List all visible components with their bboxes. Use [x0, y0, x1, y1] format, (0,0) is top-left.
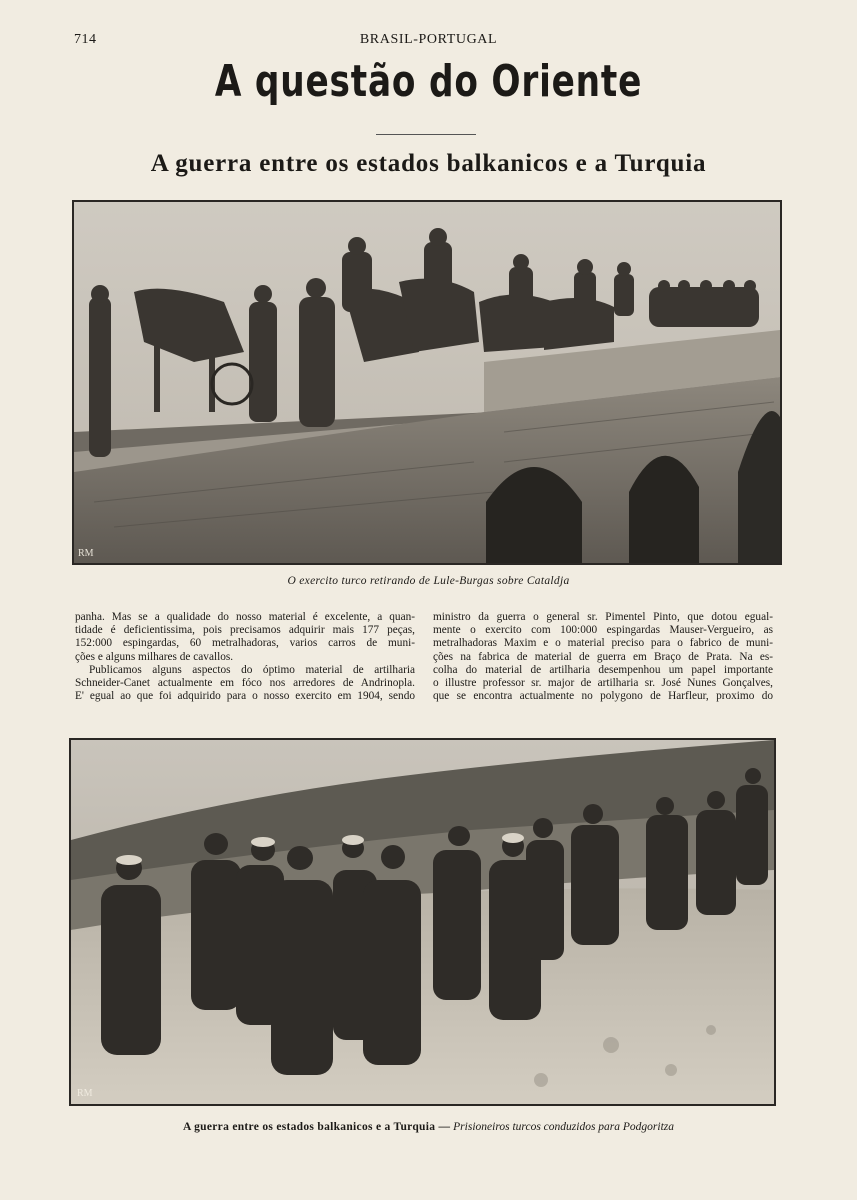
title-divider	[376, 134, 476, 135]
text-line: panha. Mas se a qualidade do nosso material é excelente, a quan-	[75, 611, 415, 623]
text-line: colha do material de artilharia desempenhou um papel importante	[433, 663, 773, 676]
body-column-right	[433, 611, 773, 703]
article-title: A questão do Oriente	[214, 56, 643, 107]
text-line: Schneider-Canet actualmente em fóco nos arredores de Andrinopla.	[75, 677, 415, 690]
top-photo-monogram: RM	[78, 548, 94, 559]
photo-turkish-prisoners	[69, 738, 776, 1106]
bottom-photo-caption	[0, 1121, 857, 1133]
text-line: o illustre professor sr. major de artilharia sr. José Nunes Gonçalves,	[433, 677, 773, 690]
page-number: 714	[74, 32, 97, 47]
text-line: mente o exercito com 100:000 espingardas Mauser-Vergueiro, as	[433, 624, 773, 637]
top-photo-caption: O exercito turco retirando de Lule-Burgas sobre Cataldja	[287, 575, 570, 587]
bottom-caption-text: Prisioneiros turcos conduzidos para Podgoritza	[453, 1121, 675, 1133]
text-line: ministro da guerra o general sr. Pimentel Pinto, que dotou egual-	[433, 611, 773, 623]
running-head: BRASIL-PORTUGAL	[359, 32, 498, 47]
body-column-left	[75, 611, 415, 703]
text-line: 152:000 espingardas, 60 metralhadoras, varios carros de muni-	[75, 637, 415, 650]
prisoners-photo-illustration	[71, 740, 774, 1104]
bottom-caption-lead: A guerra entre os estados balkanicos e a Turquia —	[182, 1121, 451, 1133]
text-line: ções na fabrica de material de guerra em Braço de Prata. Na es-	[433, 650, 773, 663]
text-line: metralhadoras Maxim e o material preciso para o fabrico de muni-	[433, 637, 773, 650]
text-line: que se encontra actualmente no polygono de Harfleur, proximo do	[433, 690, 773, 703]
photo-turkish-army-bridge	[72, 200, 782, 565]
bottom-photo-monogram: RM	[77, 1088, 93, 1099]
text-line: E' egual ao que foi adquirido para o nosso exercito em 1904, sendo	[75, 690, 415, 703]
text-line: ções e alguns milhares de cavallos.	[75, 650, 234, 663]
bridge-photo-illustration	[74, 202, 780, 563]
text-line: Publicamos alguns aspectos do óptimo material de artilharia	[89, 663, 415, 676]
text-line: tidade é deficientissima, pois precisamos adquirir mais 177 peças,	[75, 624, 415, 637]
article-subtitle: A guerra entre os estados balkanicos e a Turquia	[150, 150, 707, 177]
